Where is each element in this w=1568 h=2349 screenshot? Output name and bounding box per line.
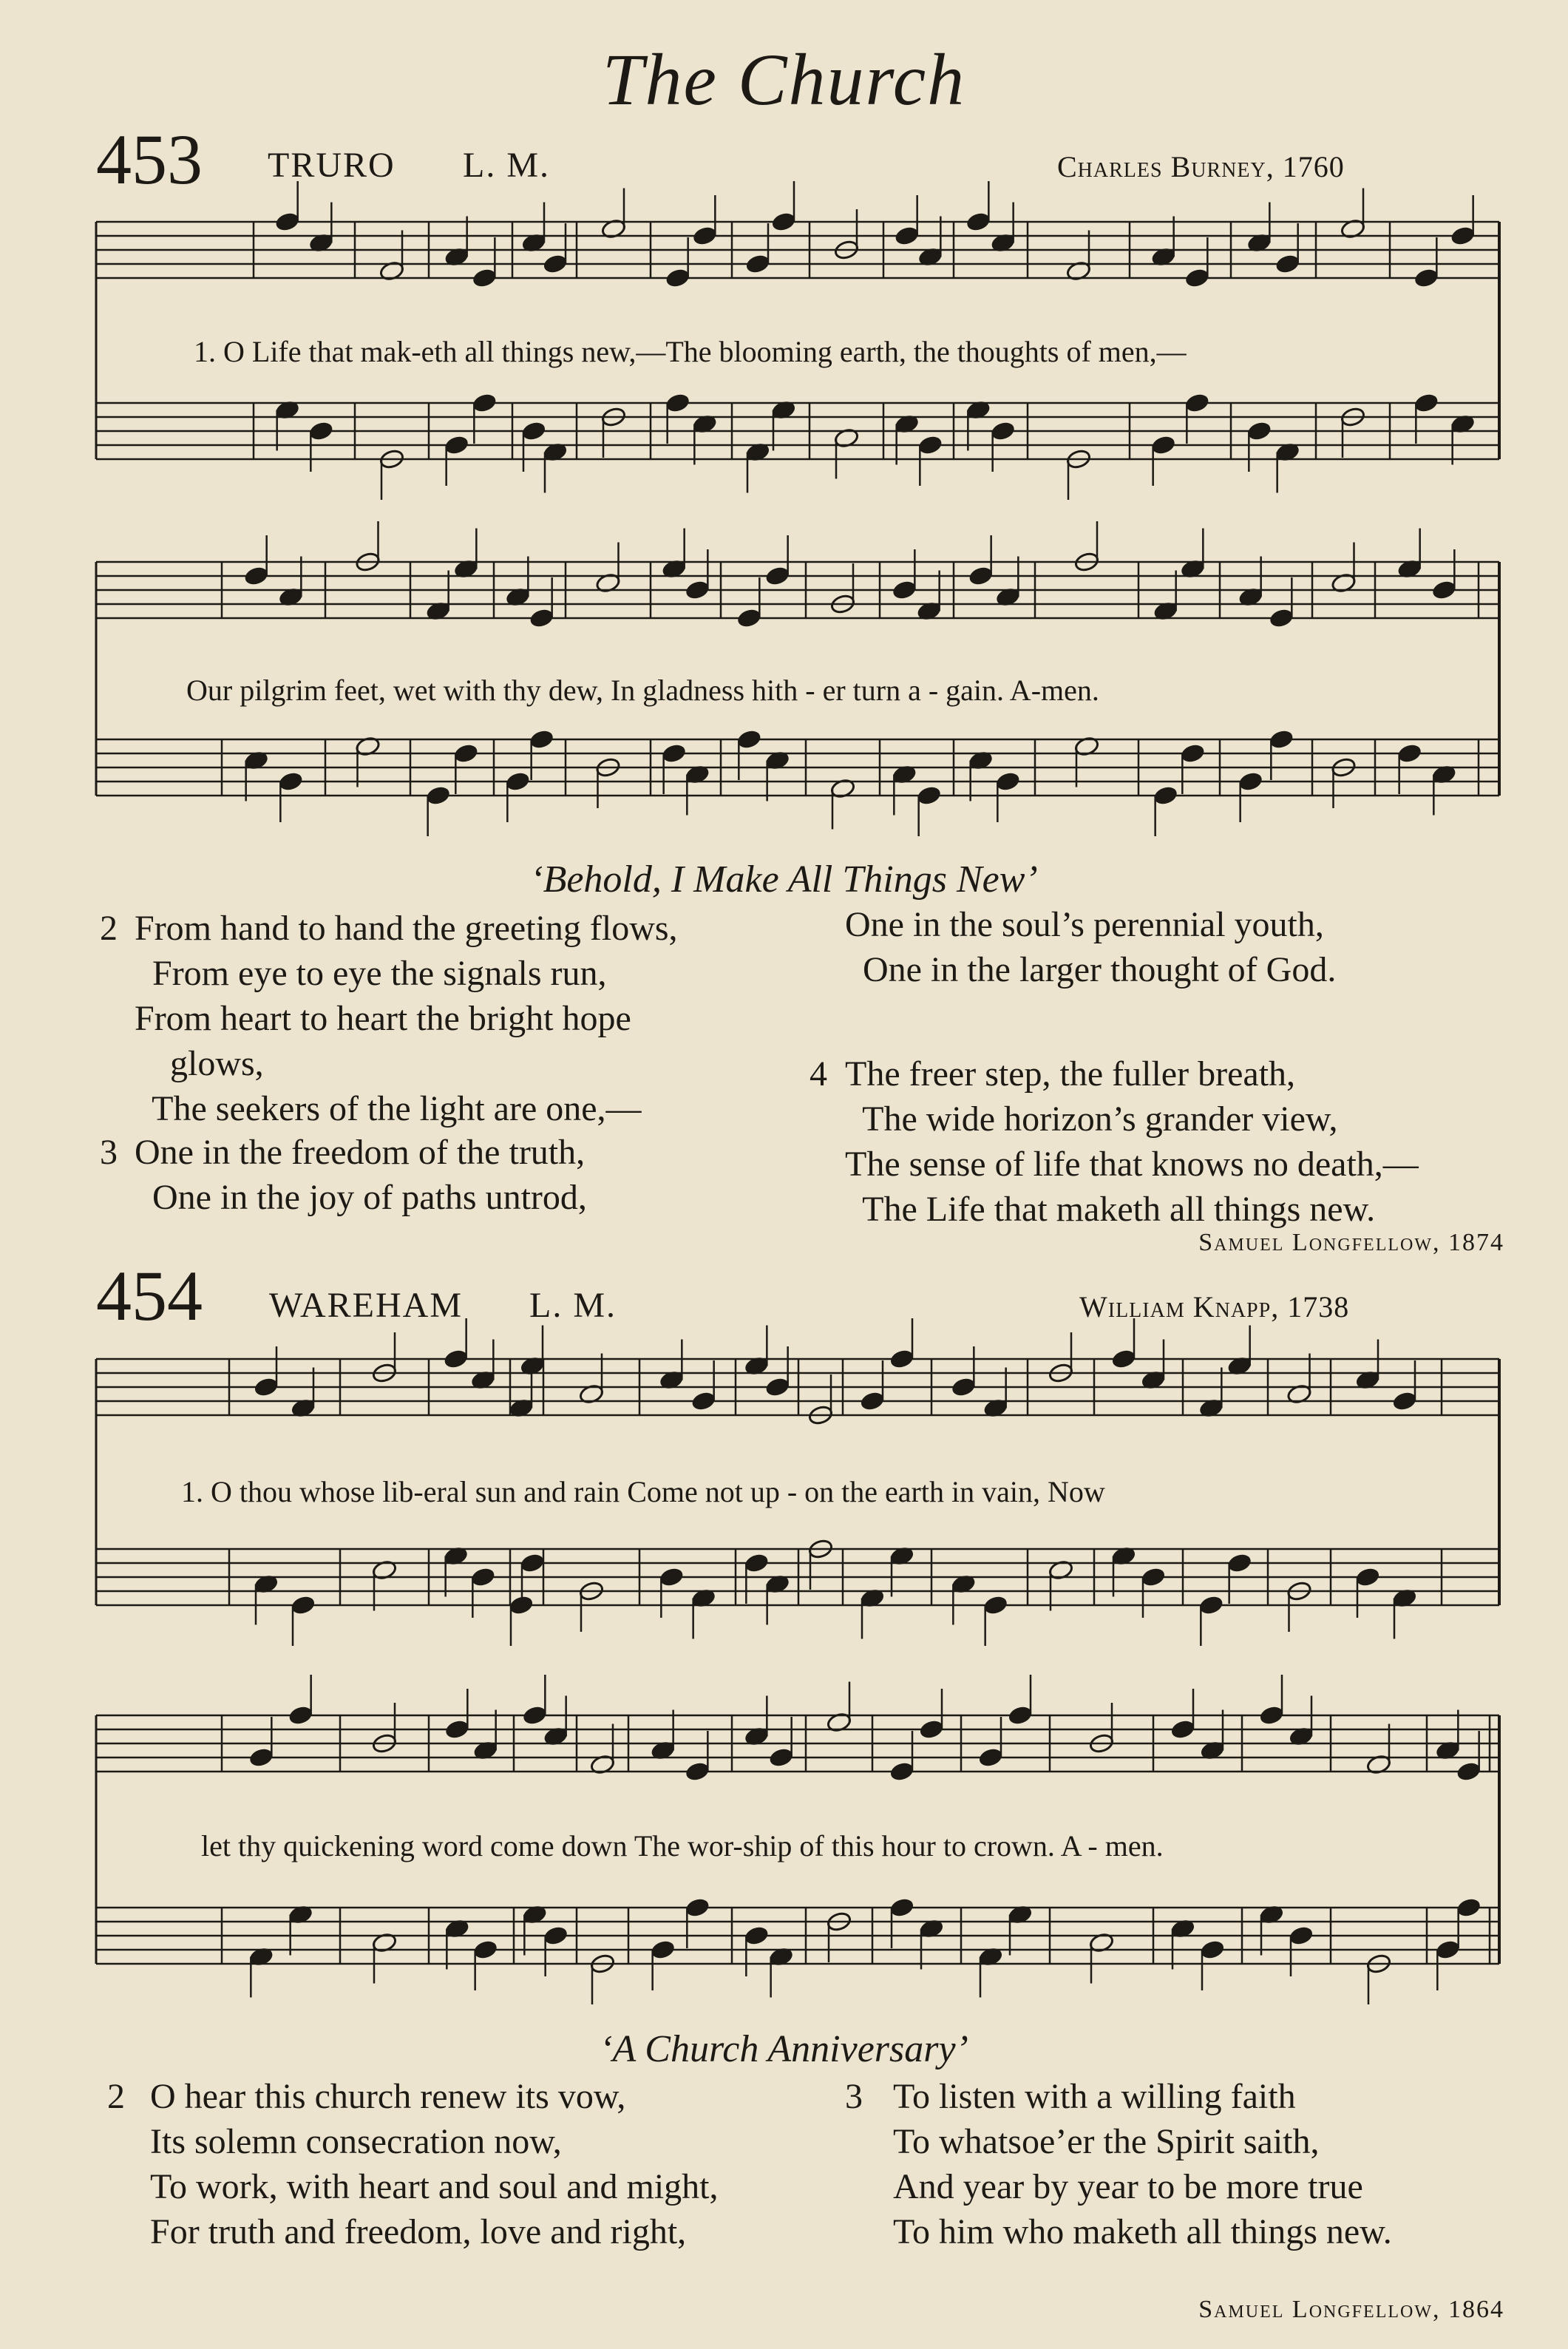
note-head: [425, 784, 451, 806]
note-head: [659, 1566, 685, 1587]
lyric-line: 1. O thou whose lib-eral sun and rain Come not up - on the earth in vain, Now: [181, 1475, 1105, 1508]
note-head: [889, 1897, 914, 1918]
note-head: [1258, 1704, 1284, 1726]
note-head: [1238, 770, 1263, 792]
hymn-title: ‘A Church Anniversary’: [600, 2028, 968, 2070]
note-head: [472, 392, 498, 413]
author: Samuel Longfellow, 1864: [1198, 2296, 1504, 2323]
note-head: [892, 579, 917, 600]
note-head: [529, 607, 554, 628]
tune-name: WAREHAM: [269, 1286, 463, 1325]
hymn-number: 453: [96, 120, 203, 199]
note-head: [982, 1594, 1008, 1616]
note-head: [1413, 267, 1439, 288]
note-head: [995, 770, 1021, 792]
note-head: [685, 1760, 710, 1782]
note-head: [1198, 1594, 1224, 1616]
verse-text: From hand to hand the greeting flows, From eye to eye the signals run, From heart to heart the bright hope glows, The seekers of the light are one,—: [135, 909, 678, 1128]
note-head: [744, 253, 770, 274]
note-head: [529, 728, 554, 750]
composer: Charles Burney, 1760: [1057, 150, 1345, 183]
note-head: [1184, 392, 1210, 413]
note-head: [470, 1566, 496, 1587]
note-head: [685, 1897, 710, 1918]
note-head: [290, 1594, 316, 1616]
note-head: [505, 770, 531, 792]
note-head: [1275, 253, 1300, 274]
note-head: [1246, 420, 1272, 441]
note-head: [519, 1552, 545, 1573]
page-title: The Church: [602, 38, 966, 121]
hymn-number: 454: [96, 1256, 203, 1335]
note-head: [690, 1390, 716, 1411]
hymn-title: ‘Behold, I Make All Things New’: [530, 858, 1038, 901]
verse-number: 2: [100, 909, 118, 948]
composer: William Knapp, 1738: [1079, 1290, 1350, 1323]
note-head: [1180, 742, 1206, 764]
verse-text: The freer step, the fuller breath, The wide horizon’s grander view, The sense of life that knows no death,— The Life that maketh all things new.: [845, 1054, 1419, 1229]
note-head: [1269, 607, 1294, 628]
note-head: [1456, 1760, 1482, 1782]
note-head: [764, 565, 790, 586]
note-head: [916, 784, 942, 806]
verse-text: O hear this church renew its vow, Its solemn consecration now, To work, with heart and soul and might, For truth and freedom, love and right,: [150, 2077, 719, 2251]
verse-number: 4: [810, 1054, 827, 1094]
note-head: [692, 225, 718, 246]
lyric-line: let thy quickening word come down The wor-ship of this hour to crown. A - men.: [201, 1829, 1164, 1862]
note-head: [248, 1746, 274, 1768]
note-head: [1170, 1718, 1195, 1740]
note-head: [1007, 1704, 1033, 1726]
note-head: [443, 1348, 469, 1369]
note-head: [744, 1925, 770, 1946]
note-head: [288, 1704, 313, 1726]
lyric-line: Our pilgrim feet, wet with thy dew, In gladness hith - er turn a - gain. A-men.: [186, 674, 1099, 707]
note-head: [520, 420, 546, 441]
verse-text: One in the soul’s perennial youth, One in the larger thought of God.: [845, 905, 1337, 989]
note-head: [274, 211, 300, 232]
note-head: [1456, 1897, 1482, 1918]
note-head: [917, 434, 943, 455]
note-head: [472, 1939, 498, 1960]
note-head: [770, 211, 796, 232]
note-head: [543, 1925, 569, 1946]
note-head: [1150, 434, 1176, 455]
note-head: [736, 728, 762, 750]
note-head: [1450, 225, 1476, 246]
note-head: [685, 579, 710, 600]
note-head: [859, 1390, 885, 1411]
note-head: [444, 434, 469, 455]
note-head: [965, 211, 991, 232]
meter: L. M.: [529, 1286, 617, 1325]
note-head: [918, 1718, 944, 1740]
author: Samuel Longfellow, 1874: [1198, 1229, 1504, 1256]
note-head: [650, 1939, 676, 1960]
note-head: [542, 253, 568, 274]
note-head: [1199, 1939, 1225, 1960]
note-head: [243, 565, 269, 586]
note-head: [889, 1760, 914, 1782]
note-head: [1435, 1939, 1461, 1960]
note-head: [1269, 728, 1294, 750]
note-head: [453, 742, 479, 764]
meter: L. M.: [463, 146, 550, 185]
note-head: [1184, 267, 1210, 288]
note-head: [308, 420, 334, 441]
note-head: [665, 267, 690, 288]
note-head: [1226, 1552, 1252, 1573]
note-head: [522, 1704, 548, 1726]
note-head: [1354, 1566, 1380, 1587]
note-head: [894, 225, 920, 246]
note-head: [768, 1746, 794, 1768]
note-head: [968, 565, 994, 586]
note-head: [1288, 1925, 1314, 1946]
verse-number: 3: [845, 2077, 863, 2116]
tune-name: TRURO: [268, 146, 396, 185]
note-head: [1140, 1566, 1166, 1587]
note-head: [1431, 579, 1457, 600]
note-head: [764, 1376, 790, 1397]
verse-text: To listen with a willing faith To whatsoe’er the Spirit saith, And year by year to be more true To him who maketh all things new.: [893, 2077, 1392, 2251]
note-head: [977, 1746, 1003, 1768]
note-head: [444, 1718, 470, 1740]
note-head: [1391, 1390, 1417, 1411]
note-head: [1413, 392, 1439, 413]
verse-text: One in the freedom of the truth, One in the joy of paths untrod,: [135, 1133, 587, 1217]
note-head: [661, 742, 687, 764]
note-head: [951, 1376, 977, 1397]
note-head: [253, 1376, 279, 1397]
note-head: [1396, 742, 1422, 764]
verse-number: 3: [100, 1133, 118, 1172]
note-head: [736, 607, 762, 628]
note-head: [889, 1348, 914, 1369]
lyric-line: 1. O Life that mak-eth all things new,—The blooming earth, the thoughts of men,—: [194, 335, 1187, 368]
note-head: [990, 420, 1016, 441]
note-head: [744, 1552, 770, 1573]
note-head: [1110, 1348, 1136, 1369]
note-head: [278, 770, 304, 792]
verse-number: 2: [107, 2077, 125, 2116]
note-head: [1153, 784, 1178, 806]
note-head: [472, 267, 498, 288]
note-head: [665, 392, 690, 413]
